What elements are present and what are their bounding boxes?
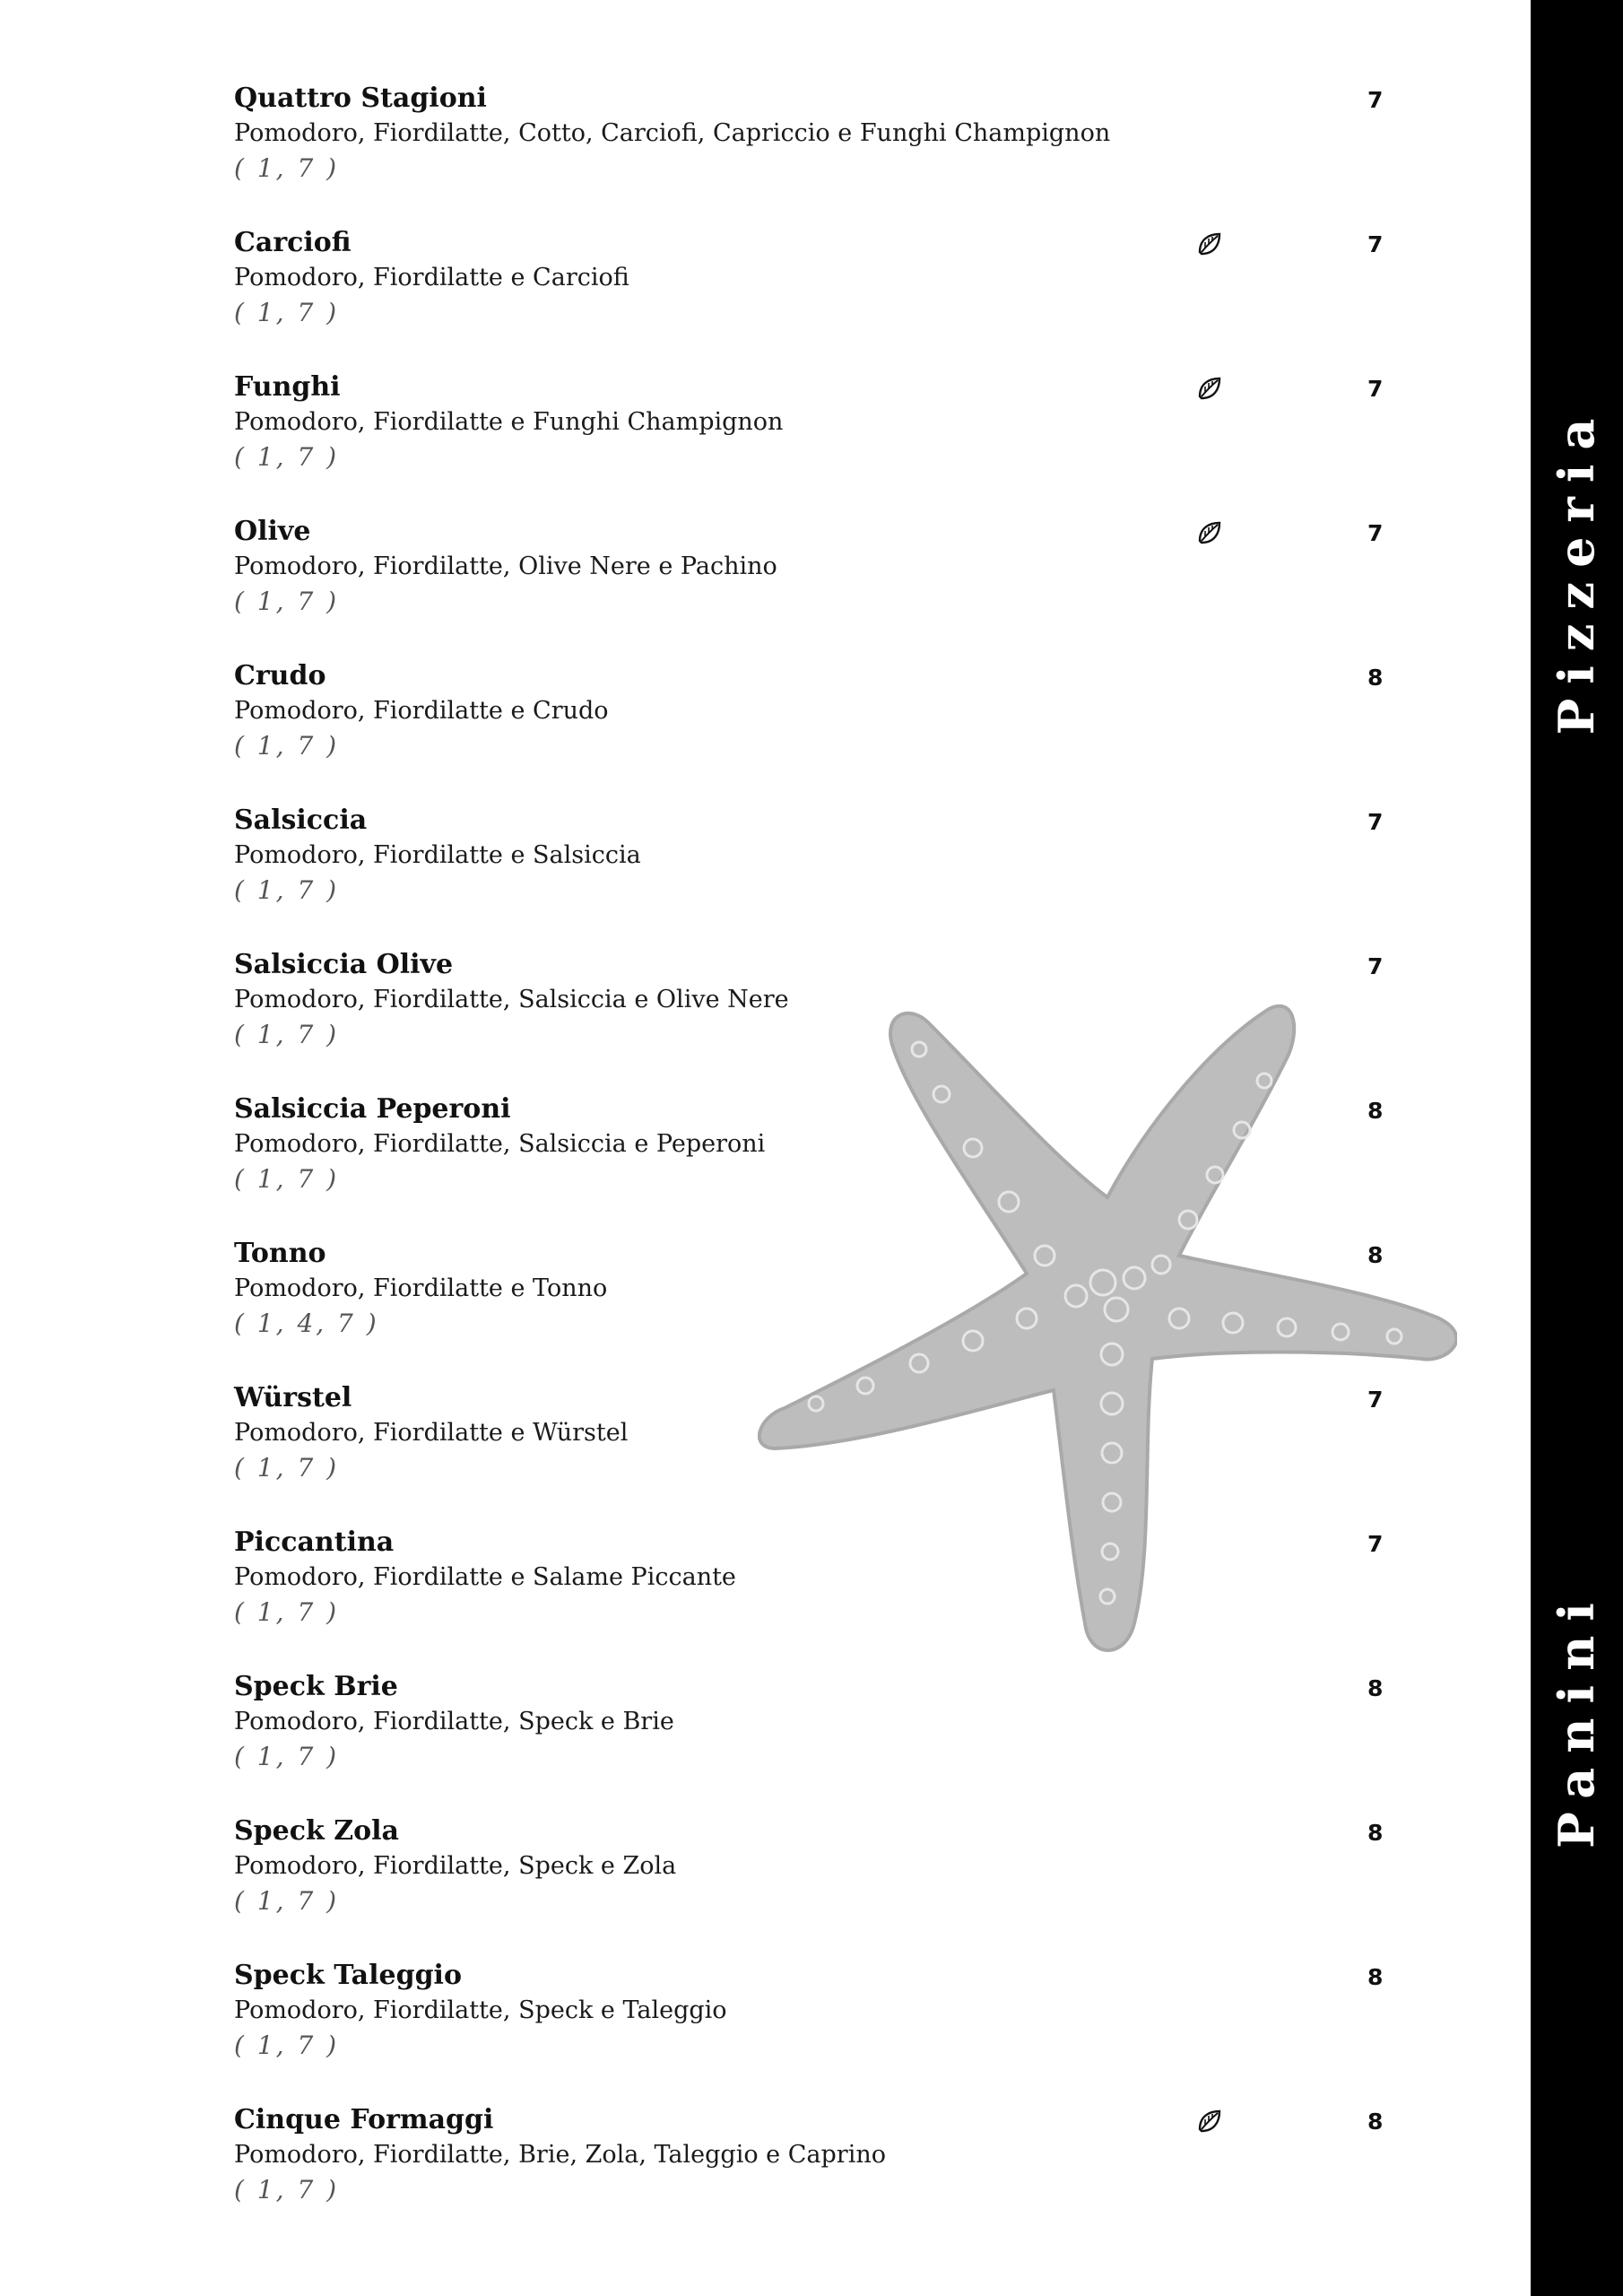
item-allergens: ( 1, 7 ) <box>234 1742 340 1771</box>
leaf-veg-icon <box>1196 519 1223 546</box>
item-description: Pomodoro, Fiordilatte, Brie, Zola, Taleggio e Caprino <box>234 2141 886 2169</box>
leaf-veg-icon <box>1196 230 1223 257</box>
item-price: 7 <box>1367 1531 1384 1557</box>
item-allergens: ( 1, 7 ) <box>234 2175 340 2205</box>
menu-item <box>234 1813 1400 1948</box>
item-price: 7 <box>1367 809 1384 835</box>
tab-pizzeria[interactable]: Pizzeria <box>1548 404 1605 735</box>
item-price: 7 <box>1367 1387 1384 1413</box>
item-description: Pomodoro, Fiordilatte, Salsiccia e Olive Nere <box>234 986 789 1013</box>
item-price: 8 <box>1367 1675 1384 1701</box>
item-price: 8 <box>1367 1242 1384 1268</box>
item-description: Pomodoro, Fiordilatte e Tonno <box>234 1274 608 1302</box>
item-price: 7 <box>1367 953 1384 979</box>
item-allergens: ( 1, 7 ) <box>234 153 340 183</box>
item-name: Funghi <box>234 371 341 403</box>
item-allergens: ( 1, 4, 7 ) <box>234 1309 379 1338</box>
menu-item <box>234 947 1400 1082</box>
item-allergens: ( 1, 7 ) <box>234 731 340 761</box>
item-name: Salsiccia Peperoni <box>234 1093 511 1125</box>
item-name: Salsiccia <box>234 804 368 836</box>
item-description: Pomodoro, Fiordilatte, Speck e Zola <box>234 1852 677 1880</box>
item-description: Pomodoro, Fiordilatte, Olive Nere e Pachino <box>234 552 777 580</box>
tab-panini[interactable]: Panini <box>1548 1588 1605 1848</box>
item-name: Crudo <box>234 660 326 691</box>
item-name: Salsiccia Olive <box>234 949 454 980</box>
item-allergens: ( 1, 7 ) <box>234 442 340 472</box>
item-allergens: ( 1, 7 ) <box>234 1453 340 1483</box>
item-description: Pomodoro, Fiordilatte e Salame Piccante <box>234 1563 736 1591</box>
item-name: Quattro Stagioni <box>234 83 487 114</box>
item-name: Speck Brie <box>234 1671 398 1702</box>
item-price: 8 <box>1367 665 1384 691</box>
menu-item <box>234 1669 1400 1804</box>
menu-item <box>234 1525 1400 1659</box>
item-description: Pomodoro, Fiordilatte e Würstel <box>234 1419 629 1447</box>
item-name: Piccantina <box>234 1526 395 1558</box>
item-name: Würstel <box>234 1382 352 1413</box>
item-allergens: ( 1, 7 ) <box>234 875 340 905</box>
item-price: 7 <box>1367 231 1384 257</box>
menu-item <box>234 514 1400 648</box>
item-name: Tonno <box>234 1238 326 1269</box>
item-allergens: ( 1, 7 ) <box>234 298 340 327</box>
menu-item <box>234 1958 1400 2092</box>
item-description: Pomodoro, Fiordilatte, Salsiccia e Peperoni <box>234 1130 766 1158</box>
menu-item <box>234 1091 1400 1226</box>
item-price: 8 <box>1367 2109 1384 2135</box>
menu-item <box>234 370 1400 504</box>
item-allergens: ( 1, 7 ) <box>234 1020 340 1049</box>
item-price: 8 <box>1367 1820 1384 1846</box>
leaf-veg-icon <box>1196 2108 1223 2135</box>
item-name: Speck Zola <box>234 1815 399 1847</box>
menu-item <box>234 803 1400 937</box>
menu-item <box>234 1380 1400 1515</box>
item-allergens: ( 1, 7 ) <box>234 1886 340 1916</box>
menu-item <box>234 658 1400 793</box>
menu-item <box>234 225 1400 360</box>
item-allergens: ( 1, 7 ) <box>234 587 340 616</box>
item-price: 8 <box>1367 1964 1384 1990</box>
item-price: 7 <box>1367 520 1384 546</box>
item-description: Pomodoro, Fiordilatte, Speck e Brie <box>234 1708 674 1735</box>
item-allergens: ( 1, 7 ) <box>234 1597 340 1627</box>
item-name: Cinque Formaggi <box>234 2104 494 2135</box>
item-name: Olive <box>234 516 311 547</box>
item-description: Pomodoro, Fiordilatte e Carciofi <box>234 264 629 291</box>
item-price: 8 <box>1367 1098 1384 1124</box>
item-name: Carciofi <box>234 227 352 258</box>
menu-item <box>234 81 1400 215</box>
item-allergens: ( 1, 7 ) <box>234 2031 340 2060</box>
item-price: 7 <box>1367 376 1384 402</box>
item-description: Pomodoro, Fiordilatte, Cotto, Carciofi, Capriccio e Funghi Champignon <box>234 119 1111 147</box>
item-description: Pomodoro, Fiordilatte, Speck e Taleggio <box>234 1996 727 2024</box>
menu-item <box>234 1236 1400 1370</box>
item-allergens: ( 1, 7 ) <box>234 1164 340 1194</box>
menu-item <box>234 2102 1400 2237</box>
item-price: 7 <box>1367 87 1384 113</box>
item-description: Pomodoro, Fiordilatte e Funghi Champignon <box>234 408 784 436</box>
item-name: Speck Taleggio <box>234 1960 462 1991</box>
item-description: Pomodoro, Fiordilatte e Crudo <box>234 697 609 725</box>
item-description: Pomodoro, Fiordilatte e Salsiccia <box>234 841 641 869</box>
leaf-veg-icon <box>1196 375 1223 402</box>
side-section-tab <box>1531 0 1623 2296</box>
